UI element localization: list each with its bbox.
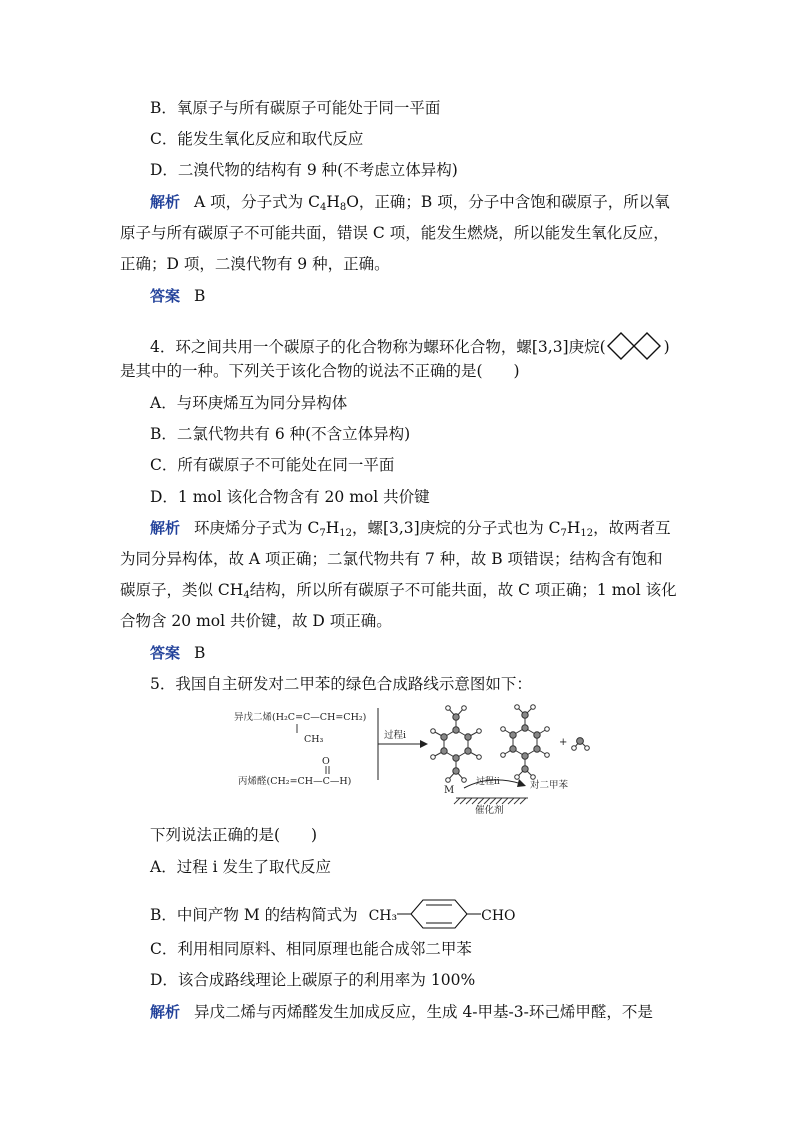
methyl-group: CH₃ [368, 908, 398, 924]
catalyst-surface [454, 798, 528, 804]
q3-explanation-line-2: 原子与所有碳原子不可能共面，错误 C 项，能发生燃烧，所以能发生氧化反应， [120, 224, 669, 242]
water-molecule-icon [572, 738, 590, 751]
text: ，螺[3,3]庚烷的分子式也为 C [351, 519, 561, 537]
text: H [326, 193, 340, 211]
p-xylene-label: 对二甲苯 [530, 780, 569, 791]
q3-explanation-line-1 [150, 192, 670, 212]
explanation-label: 解析 [150, 193, 181, 211]
catalyst-label: 催化剂 [475, 805, 504, 816]
subscript: 4 [243, 590, 250, 601]
carbonyl-o-label: O [322, 756, 330, 767]
q4-option-b: B．二氯代物共有 6 种(不含立体异构) [150, 425, 411, 443]
explanation-label: 解析 [150, 1003, 181, 1021]
text: 4．环之间共用一个碳原子的化合物称为螺环化合物，螺[3,3]庚烷( [150, 338, 606, 356]
text: B．中间产物 M 的结构简式为 [150, 906, 358, 924]
q3-option-d: D．二溴代物的结构有 9 种(不考虑立体异构) [150, 161, 458, 179]
intermediate-m-model-icon [431, 706, 482, 783]
q4-explanation-line-1 [150, 518, 671, 538]
q3-answer [150, 286, 205, 306]
q4-option-d: D．1 mol 该化合物含有 20 mol 共价键 [150, 488, 430, 506]
q3-option-c: C．能发生氧化反应和取代反应 [150, 130, 364, 148]
q4-stem-line-2: 是其中的一种。下列关于该化合物的说法不正确的是( ) [120, 362, 520, 380]
q4-option-c: C．所有碳原子不可能处在同一平面 [150, 456, 395, 474]
q4-answer [150, 643, 205, 663]
aldehyde-group: CHO [481, 908, 516, 924]
step-i-label: 过程i [384, 730, 407, 741]
q4-explanation-line-4: 合物含 20 mol 共价键，故 D 项正确。 [120, 612, 392, 630]
q4-explanation-line-3 [120, 580, 677, 600]
q4-option-a: A．与环庚烯互为同分异构体 [150, 394, 348, 412]
text: H [325, 519, 340, 537]
subscript: 12 [580, 528, 594, 539]
q3-explanation-line-3: 正确；D 项，二溴代物有 9 种，正确。 [120, 255, 390, 273]
answer-label: 答案 [150, 644, 181, 662]
acrolein-label: 丙烯醛(CH₂=CH—C—H) [238, 776, 352, 787]
text: O，正确；B 项，分子中含饱和碳原子，所以氧 [346, 193, 670, 211]
q5-option-d: D．该合成路线理论上碳原子的利用率为 100% [150, 971, 476, 989]
subscript: 7 [560, 528, 567, 539]
text: A 项，分子式为 C [194, 193, 320, 211]
answer-value: B [194, 644, 206, 662]
explanation-label: 解析 [150, 519, 181, 537]
q5-stem: 5．我国自主研发对二甲苯的绿色合成路线示意图如下： [150, 675, 532, 693]
q4-stem-line-1 [150, 330, 670, 362]
q5-option-b [150, 897, 516, 931]
m-structure-formula [369, 906, 516, 924]
text: H [566, 519, 581, 537]
answer-label: 答案 [150, 287, 181, 305]
text: ，故两者互 [593, 519, 671, 537]
q3-option-b: B．氧原子与所有碳原子可能处于同一平面 [150, 99, 441, 117]
subscript: 8 [339, 202, 347, 213]
text: 异戊二烯与丙烯醛发生加成反应，生成 4-甲基-3-环己烯甲醛，不是 [194, 1003, 653, 1021]
step-ii-label: 过程ii [476, 777, 500, 787]
synthesis-route-diagram [228, 700, 594, 818]
q4-explanation-line-2: 为同分异构体，故 A 项正确；二氯代物共有 7 种，故 B 项错误；结构含有饱和 [120, 550, 663, 568]
q5-option-a: A．过程 i 发生了取代反应 [150, 858, 332, 876]
text: 环庚烯分子式为 C [194, 519, 320, 537]
isoprene-label: 异戊二烯(H₂C=C—CH=CH₂) [234, 712, 367, 723]
answer-value: B [194, 287, 206, 305]
p-xylene-model-icon [501, 705, 550, 780]
subscript: 7 [319, 528, 326, 539]
subscript: 4 [319, 202, 327, 213]
plus-sign: + [559, 737, 568, 748]
q5-option-c: C．利用相同原料、相同原理也能合成邻二甲苯 [150, 940, 472, 958]
text: 碳原子，类似 CH [120, 581, 244, 599]
m-label: M [444, 785, 455, 796]
benzene-ring-icon [397, 897, 481, 931]
text: ) [663, 338, 670, 356]
spiro-heptane-structure-icon [606, 330, 664, 362]
q5-question: 下列说法正确的是( ) [150, 826, 318, 844]
text: 结构，所以所有碳原子不可能共面，故 C 项正确；1 mol 该化 [249, 581, 677, 599]
methyl-label: CH₃ [304, 734, 324, 745]
subscript: 12 [339, 528, 352, 539]
q5-explanation-line-1 [150, 1002, 653, 1022]
